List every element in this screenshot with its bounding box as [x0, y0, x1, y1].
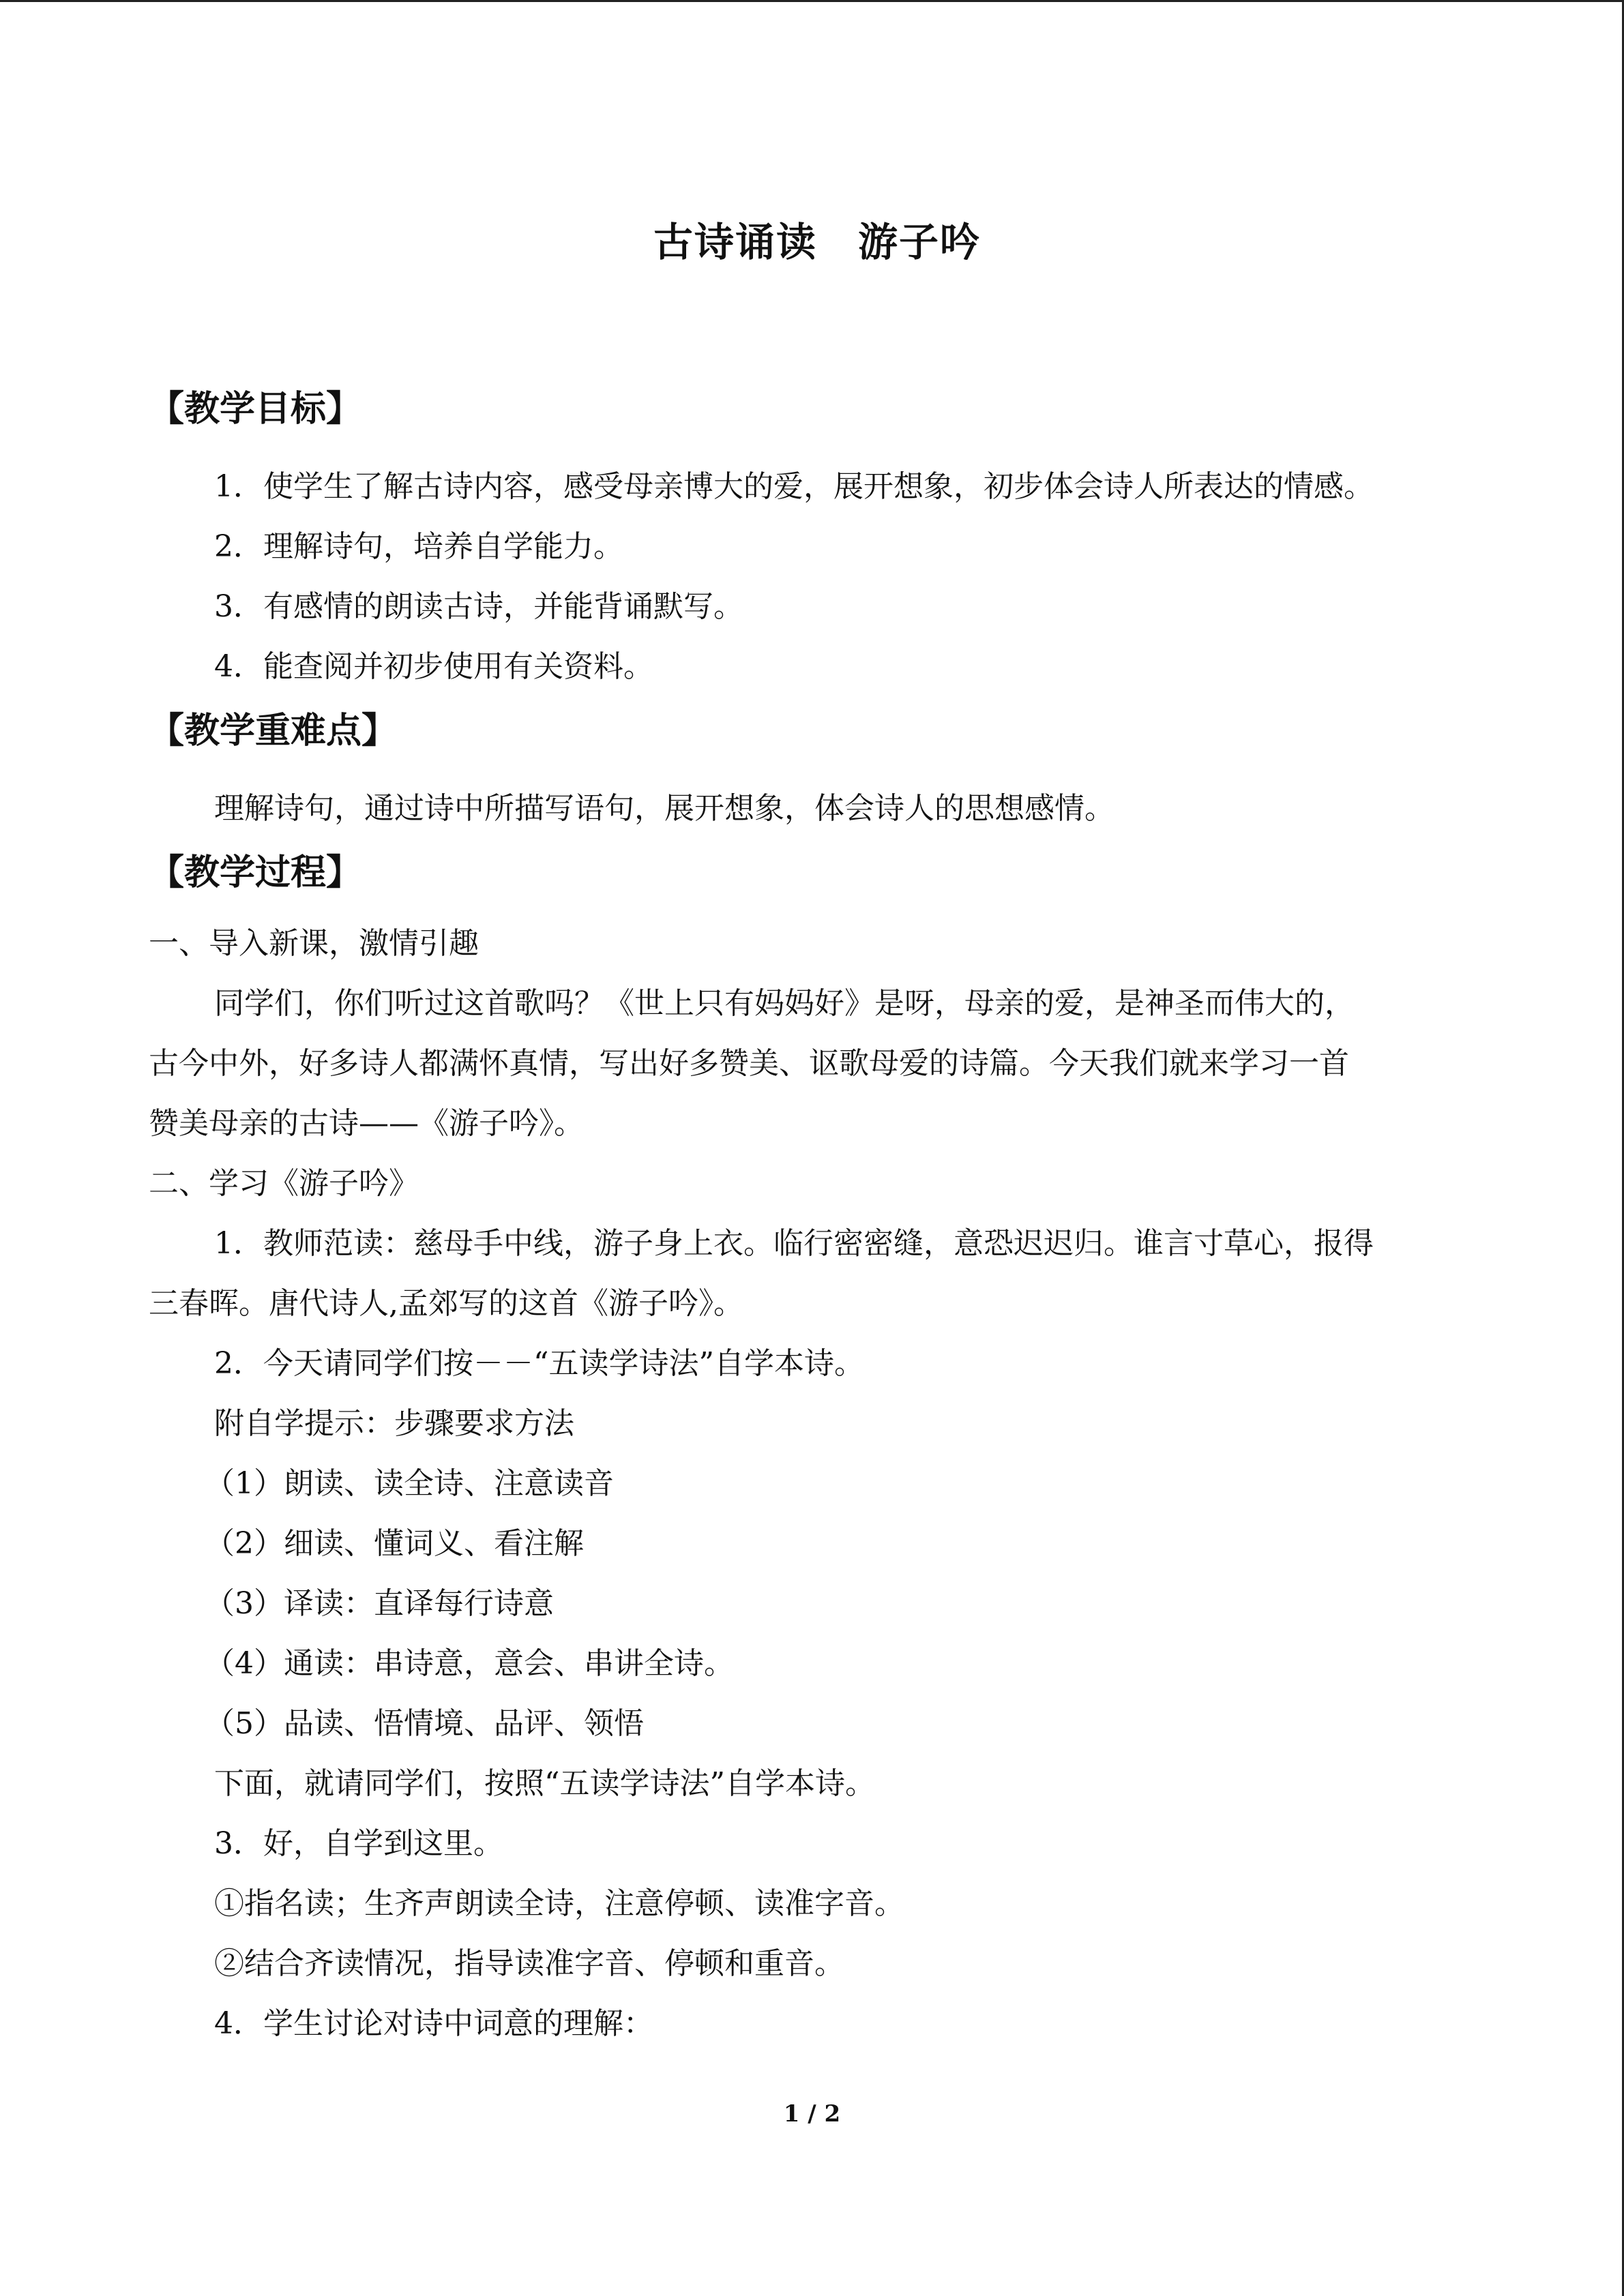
step3-item: ②结合齐读情况，指导读准字音、停顿和重音。: [214, 1946, 844, 1981]
part2-heading: 二、学习《游子吟》: [149, 1166, 419, 1201]
after-tips-text: 下面，就请同学们，按照“五读学诗法”自学本诗。: [214, 1766, 875, 1801]
page-number: 1 / 2: [783, 2100, 841, 2128]
tip-item: （5）品读、悟情境、品评、领悟: [205, 1706, 644, 1741]
tip-item: （3）译读：直译每行诗意: [205, 1586, 554, 1621]
tip-item: （1）朗读、读全诗、注意读音: [205, 1466, 614, 1501]
key-points-heading: 【教学重难点】: [149, 711, 398, 751]
step1-line: 1．教师范读：慈母手中线，游子身上衣。临行密密缝，意恐迟迟归。谁言寸草心，报得: [214, 1226, 1374, 1261]
intro-paragraph-line: 同学们，你们听过这首歌吗？《世上只有妈妈好》是呀，母亲的爱，是神圣而伟大的，: [214, 986, 1355, 1021]
intro-paragraph-line: 古今中外，好多诗人都满怀真情，写出好多赞美、讴歌母爱的诗篇。今天我们就来学习一首: [149, 1046, 1349, 1081]
spacer: [149, 280, 1486, 375]
goals-heading: 【教学目标】: [149, 389, 362, 430]
key-points-text: 理解诗句，通过诗中所描写语句，展开想象，体会诗人的思想感情。: [214, 791, 1114, 826]
intro-paragraph-line: 赞美母亲的古诗——《游子吟》。: [149, 1106, 584, 1141]
spacer: [149, 443, 1486, 457]
tip-item: （2）细读、懂词义、看注解: [205, 1526, 584, 1561]
part1-heading: 一、导入新课，激情引趣: [149, 926, 479, 961]
tip-item: （4）通读：串诗意，意会、串讲全诗。: [205, 1646, 734, 1681]
goal-item: 4．能查阅并初步使用有关资料。: [214, 649, 653, 684]
step3-item: ①指名读；生齐声朗读全诗，注意停顿、读准字音。: [214, 1886, 904, 1921]
goal-item: 1．使学生了解古诗内容，感受母亲博大的爱，展开想象，初步体会诗人所表达的情感。: [214, 469, 1374, 504]
goal-item: 3．有感情的朗读古诗，并能背诵默写。: [214, 589, 743, 624]
spacer: [149, 907, 1486, 914]
tips-title: 附自学提示：步骤要求方法: [214, 1406, 574, 1441]
page-border-top: [0, 0, 1624, 2]
step4-text: 4．学生讨论对诗中词意的理解：: [214, 2006, 653, 2041]
step1-line: 三春晖。唐代诗人,孟郊写的这首《游子吟》。: [149, 1286, 743, 1321]
step2-text: 2．今天请同学们按－－“五读学诗法”自学本诗。: [214, 1346, 864, 1381]
goal-item: 2．理解诗句，培养自学能力。: [214, 529, 623, 564]
step3-text: 3．好，自学到这里。: [214, 1826, 503, 1861]
spacer: [149, 765, 1486, 779]
page-title: 古诗诵读 游子吟: [653, 219, 981, 265]
process-heading: 【教学过程】: [149, 852, 362, 893]
document-body: [149, 205, 1486, 2054]
